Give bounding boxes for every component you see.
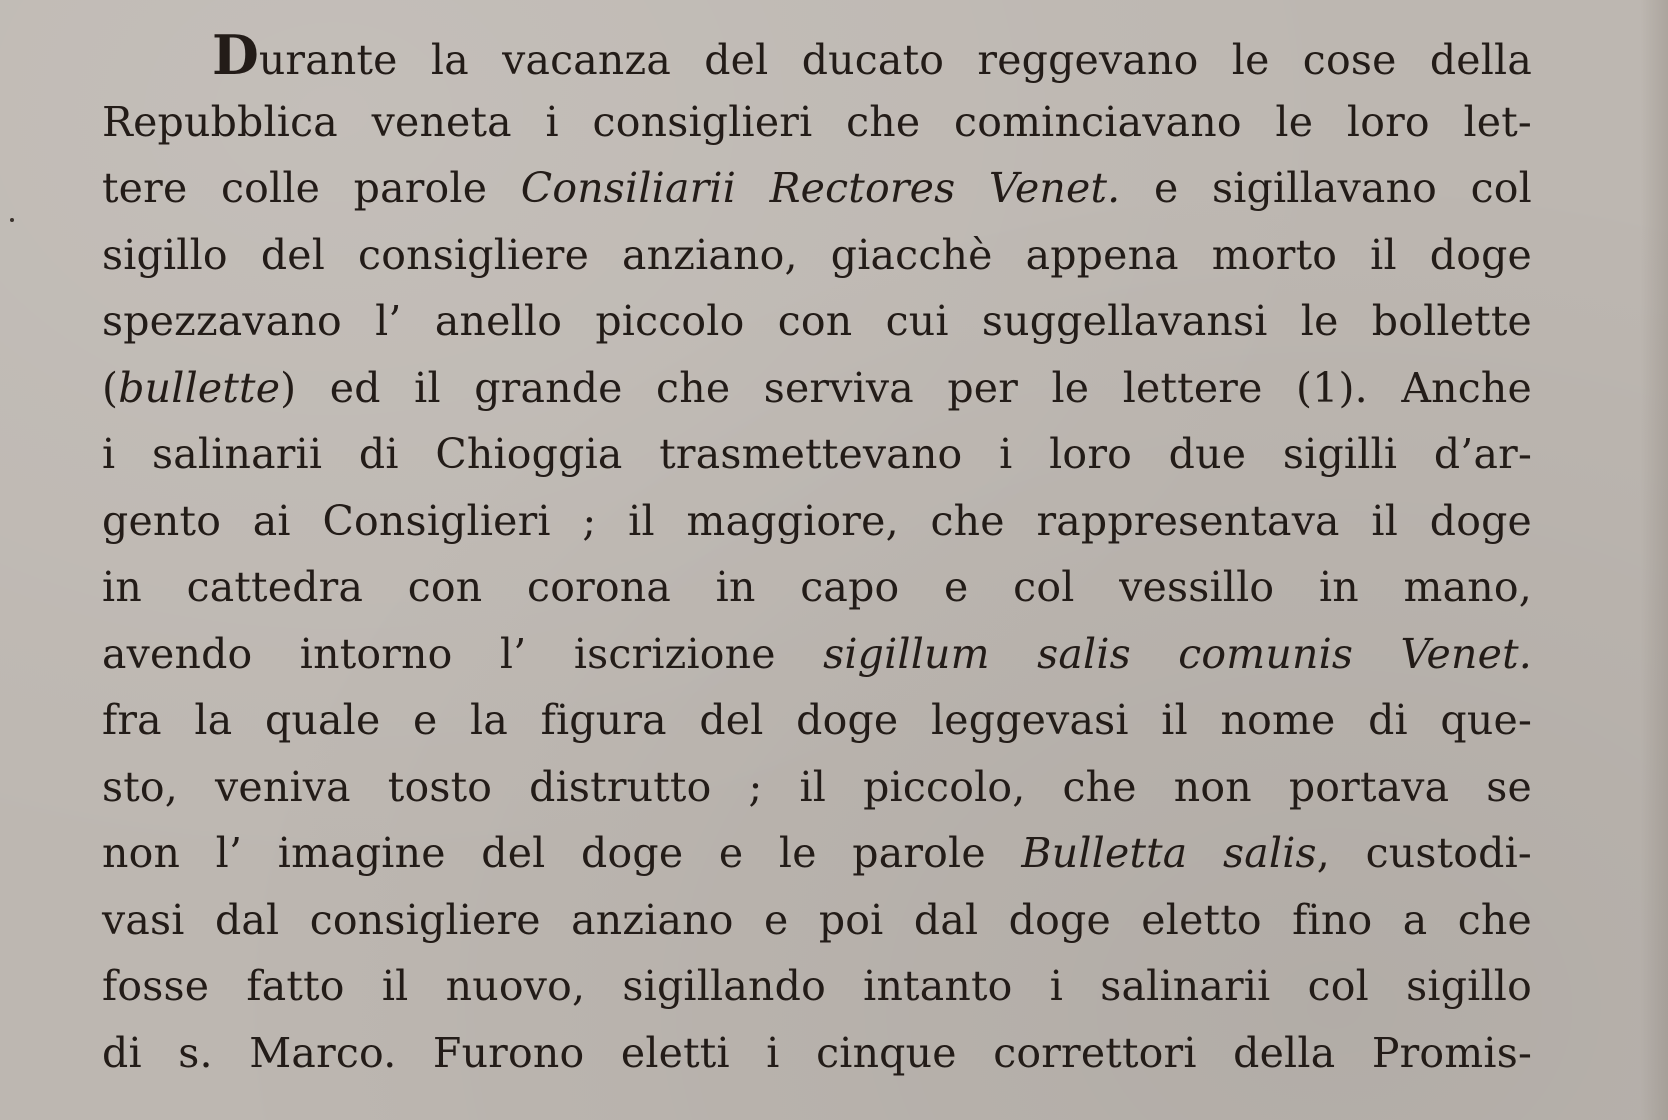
text-segment: non l’ imagine del doge e le parole bbox=[102, 829, 1022, 877]
text-segment: ( bbox=[102, 363, 119, 412]
text-line bbox=[102, 222, 1532, 289]
italic-phrase: Consiliarii Rectores Venet. bbox=[520, 164, 1121, 212]
text-line bbox=[102, 155, 1532, 222]
text-segment: sto, veniva tosto distrutto ; il piccolo, che non portava se bbox=[102, 762, 1532, 811]
ink-speck bbox=[10, 218, 14, 222]
text-line bbox=[102, 621, 1532, 688]
text-segment: , custodi- bbox=[1316, 829, 1532, 877]
text-line bbox=[102, 820, 1532, 887]
text-segment: fosse fatto il nuovo, sigillando intanto i salinarii col sigillo bbox=[102, 962, 1532, 1010]
text-line bbox=[102, 22, 1532, 89]
text-segment: in cattedra con corona in capo e col vessillo in mano, bbox=[102, 563, 1532, 611]
text-segment: ) ed il grande che serviva per le lettere (1). Anche bbox=[280, 363, 1532, 412]
italic-phrase: sigillum salis comunis Venet. bbox=[823, 629, 1532, 678]
text-segment: i salinarii di Chioggia trasmettevano i loro due sigilli d’ar- bbox=[102, 430, 1532, 478]
text-line bbox=[102, 953, 1532, 1020]
italic-phrase: Bulletta salis bbox=[1021, 829, 1317, 877]
text-segment: Repubblica veneta i consiglieri che cominciavano le loro let- bbox=[102, 97, 1532, 146]
text-segment: tere colle parole bbox=[102, 164, 521, 212]
text-line bbox=[102, 288, 1532, 355]
text-segment: di s. Marco. Furono eletti i cinque correttori della Promis- bbox=[102, 1028, 1532, 1077]
text-line bbox=[102, 687, 1532, 754]
page-edge-shadow bbox=[1640, 0, 1668, 1120]
text-segment: e sigillavano col bbox=[1120, 164, 1532, 212]
text-segment: urante la vacanza del ducato reggevano le cose della bbox=[258, 36, 1532, 84]
text-segment: gento ai Consiglieri ; il maggiore, che rappresentava il doge bbox=[102, 496, 1532, 545]
text-segment: fra la quale e la figura del doge leggevasi il nome di que- bbox=[102, 696, 1532, 744]
text-line bbox=[102, 355, 1532, 422]
text-line bbox=[102, 421, 1532, 488]
text-line bbox=[102, 89, 1532, 156]
text-line bbox=[102, 488, 1532, 555]
text-segment: avendo intorno l’ iscrizione bbox=[102, 629, 824, 678]
drop-cap: D bbox=[212, 23, 259, 87]
text-line bbox=[102, 1020, 1532, 1087]
text-line bbox=[102, 554, 1532, 621]
text-line bbox=[102, 754, 1532, 821]
text-line bbox=[102, 887, 1532, 954]
text-segment: sigillo del consigliere anziano, giacchè appena morto il doge bbox=[102, 230, 1532, 279]
body-text bbox=[102, 22, 1532, 1086]
text-segment: vasi dal consigliere anziano e poi dal doge eletto fino a che bbox=[102, 895, 1532, 944]
text-segment: spezzavano l’ anello piccolo con cui suggellavansi le bollette bbox=[102, 297, 1532, 345]
italic-phrase: bullette bbox=[118, 363, 281, 412]
